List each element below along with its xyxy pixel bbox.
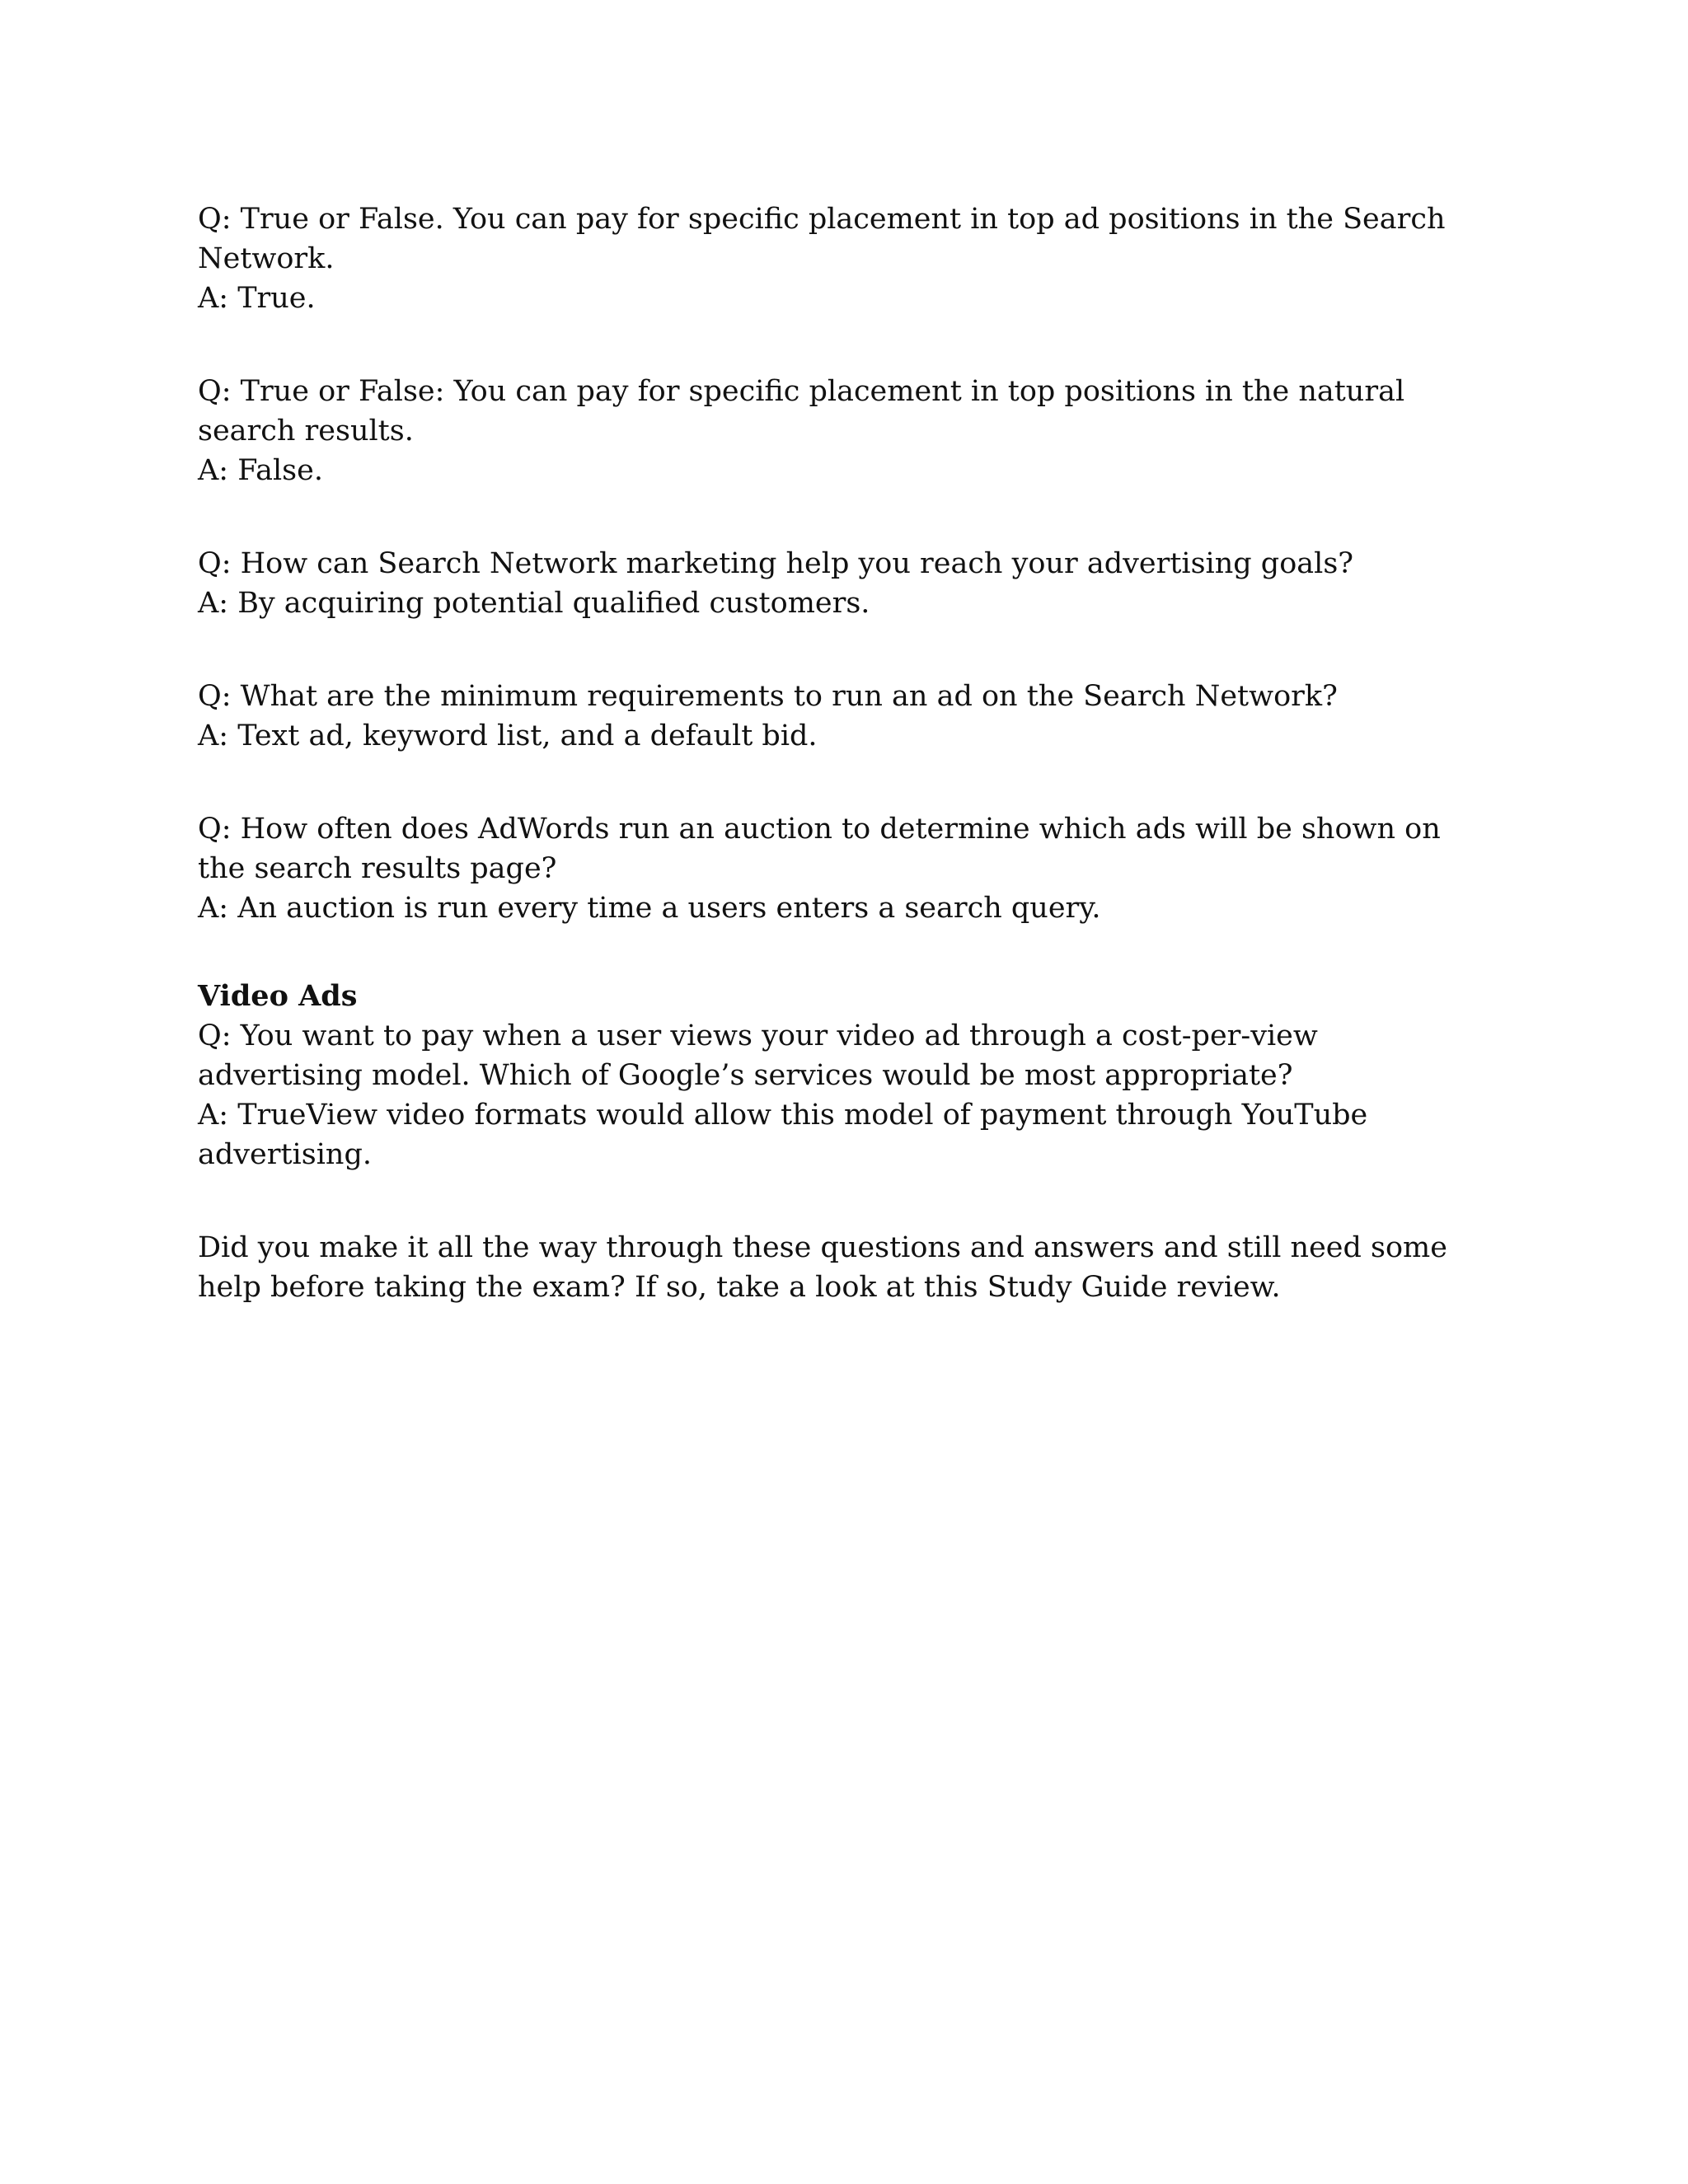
question-text: Q: True or False: You can pay for specific placement in top positions in the natural search results. xyxy=(198,375,1405,448)
answer-text: A: Text ad, keyword list, and a default bid. xyxy=(198,719,818,752)
closing-paragraph: Did you make it all the way through these questions and answers and still need some help before taking the exam? If so, take a look at this Study Guide review. xyxy=(198,1231,1447,1304)
answer-text: A: False. xyxy=(198,454,323,487)
question-text: Q: You want to pay when a user views your video ad through a cost-per-view advertising model. Which of Google’s services would be most appropriate? xyxy=(198,1019,1318,1092)
qa-item xyxy=(198,544,1484,623)
answer-text: A: True. xyxy=(198,282,316,315)
qa-item xyxy=(198,677,1484,756)
question-text: Q: How can Search Network marketing help you reach your advertising goals? xyxy=(198,547,1354,580)
question-text: Q: True or False. You can pay for specific placement in top ad positions in the Search Network. xyxy=(198,203,1446,275)
section-heading: Video Ads xyxy=(198,979,358,1013)
answer-text: A: TrueView video formats would allow this model of payment through YouTube advertising. xyxy=(198,1099,1368,1171)
answer-text: A: By acquiring potential qualified customers. xyxy=(198,587,870,620)
qa-item xyxy=(198,809,1484,928)
question-text: Q: What are the minimum requirements to run an ad on the Search Network? xyxy=(198,680,1338,713)
question-text: Q: How often does AdWords run an auction to determine which ads will be shown on the search results page? xyxy=(198,813,1441,885)
document-body xyxy=(198,199,1484,1307)
qa-item xyxy=(198,372,1484,490)
video-ads-section xyxy=(198,977,1484,1174)
qa-item xyxy=(198,199,1484,318)
answer-text: A: An auction is run every time a users enters a search query. xyxy=(198,892,1101,925)
